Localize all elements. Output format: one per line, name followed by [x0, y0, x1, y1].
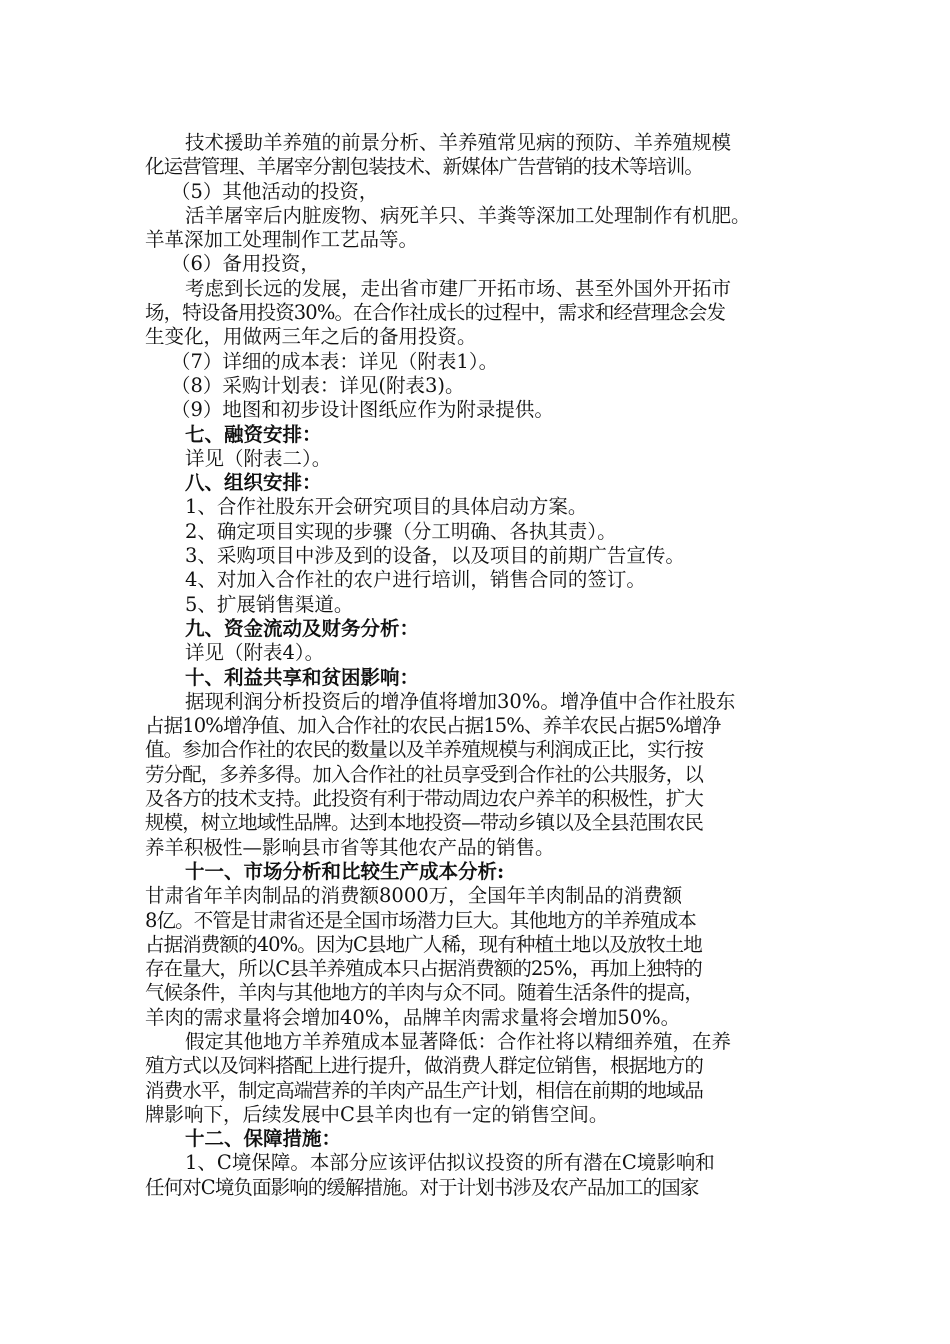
text-line: 5、扩展销售渠道。: [185, 592, 354, 616]
section-heading: 七、融资安排：: [185, 422, 322, 446]
text-line: 及各方的技术支持。此投资有利于带动周边农户养羊的积极性，扩大: [145, 787, 704, 811]
text-line: （8）采购计划表：详见(附表3)。: [171, 373, 465, 397]
text-line: 劳分配，多养多得。加入合作社的社员享受到合作社的公共服务，以: [145, 762, 704, 786]
text-line: 甘肃省年羊肉制品的消费额8000万，全国年羊肉制品的消费额: [145, 884, 683, 908]
text-line: 考虑到长远的发展，走出省市建厂开拓市场、甚至外国外开拓市: [185, 276, 732, 300]
section-heading: 八、组织安排：: [185, 471, 322, 495]
text-line: 占据消费额的40%。因为C县地广人稀，现有种植土地以及放牧土地: [145, 932, 702, 956]
text-line: 存在量大，所以C县羊养殖成本只占据消费额的25%，再加上独特的: [145, 957, 702, 981]
text-line: 场，特设备用投资30%。在合作社成长的过程中，需求和经营理念会发: [145, 301, 726, 325]
text-line: 1、合作社股东开会研究项目的具体启动方案。: [185, 495, 588, 519]
text-line: （5）其他活动的投资，: [171, 179, 379, 203]
section-heading: 九、资金流动及财务分析：: [185, 616, 420, 640]
text-line: 羊肉的需求量将会增加40%，品牌羊肉需求量将会增加50%。: [145, 1005, 681, 1029]
text-line: 牌影响下，后续发展中C县羊肉也有一定的销售空间。: [145, 1102, 609, 1126]
text-line: 气候条件，羊肉与其他地方的羊肉与众不同。随着生活条件的提高，: [145, 981, 704, 1005]
text-line: 占据10%增净值、加入合作社的农民占据15%、养羊农民占据5%增净: [145, 714, 721, 738]
text-line: 详见（附表二）。: [185, 446, 332, 470]
document-body: [145, 131, 805, 1200]
text-line: 羊革深加工处理制作工艺品等。: [145, 228, 419, 252]
section-heading: 十二、保障措施：: [185, 1127, 342, 1151]
text-line: 消费水平，制定高端营养的羊肉产品生产计划，相信在前期的地域品: [145, 1078, 704, 1102]
text-line: 规模，树立地域性品牌。达到本地投资—带动乡镇以及全县范围农民: [145, 811, 704, 835]
text-line: 殖方式以及饲料搭配上进行提升，做消费人群定位销售，根据地方的: [145, 1054, 704, 1078]
text-line: 详见（附表4）。: [185, 641, 325, 665]
text-line: 假定其他地方羊养殖成本显著降低：合作社将以精细养殖，在养: [185, 1029, 732, 1053]
text-line: （9）地图和初步设计图纸应作为附录提供。: [171, 398, 554, 422]
text-line: 化运营管理、羊屠宰分割包装技术、新媒体广告营销的技术等培训。: [145, 155, 704, 179]
text-line: 养羊积极性—影响县市省等其他农产品的销售。: [145, 835, 555, 859]
text-line: 活羊屠宰后内脏废物、病死羊只、羊粪等深加工处理制作有机肥。: [185, 203, 751, 227]
text-line: 任何对C境负面影响的缓解措施。对于计划书涉及农产品加工的国家: [145, 1175, 699, 1199]
text-line: 8亿。不管是甘肃省还是全国市场潜力巨大。其他地方的羊养殖成本: [145, 908, 696, 932]
section-heading: 十、利益共享和贫困影响：: [185, 665, 420, 689]
text-line: （6）备用投资，: [171, 252, 320, 276]
text-line: 4、对加入合作社的农户进行培训，销售合同的签订。: [185, 568, 646, 592]
text-line: 1、C境保障。本部分应该评估拟议投资的所有潜在C境影响和: [185, 1151, 715, 1175]
text-line: 值。参加合作社的农民的数量以及羊养殖规模与利润成正比，实行按: [145, 738, 704, 762]
text-line: 2、确定项目实现的步骤（分工明确、各执其责）。: [185, 519, 617, 543]
text-line: （7）详细的成本表：详见（附表1）。: [171, 349, 499, 373]
text-line: 据现利润分析投资后的增净值将增加30%。增净值中合作社股东: [185, 689, 736, 713]
text-line: 3、采购项目中涉及到的设备，以及项目的前期广告宣传。: [185, 544, 685, 568]
text-line: 技术援助羊养殖的前景分析、羊养殖常见病的预防、羊养殖规模: [185, 131, 732, 154]
text-line: 生变化，用做两三年之后的备用投资。: [145, 325, 477, 349]
section-heading: 十一、市场分析和比较生产成本分析:: [185, 859, 505, 883]
